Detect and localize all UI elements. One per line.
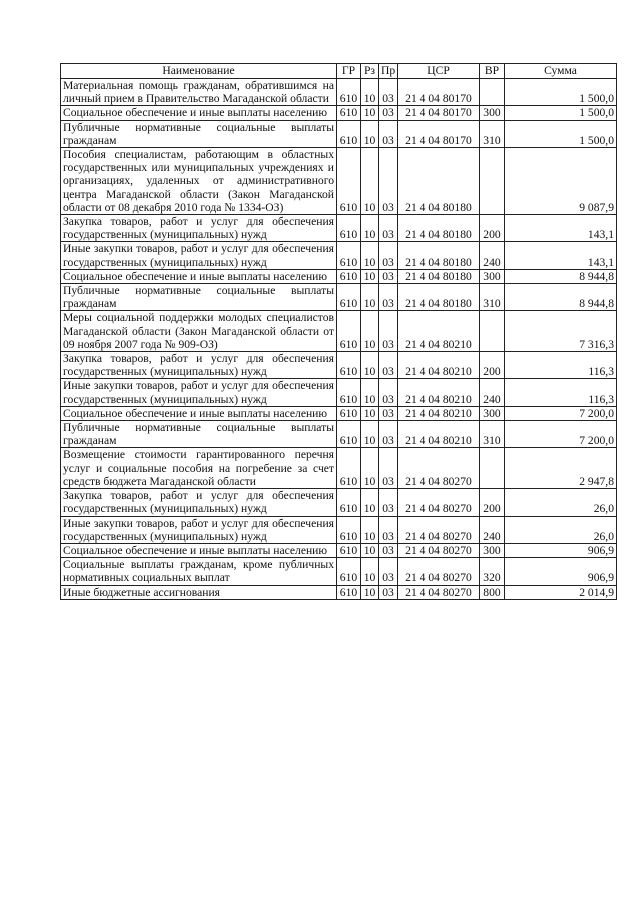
cell-rz: 10 [361, 379, 379, 406]
cell-rz: 10 [361, 311, 379, 352]
cell-vr: 300 [480, 543, 505, 557]
cell-csr: 21 4 04 80270 [398, 516, 480, 543]
cell-sum: 1 500,0 [505, 79, 617, 106]
header-vr: ВР [480, 64, 505, 79]
cell-sum: 143,1 [505, 242, 617, 269]
cell-vr: 240 [480, 516, 505, 543]
cell-rz: 10 [361, 284, 379, 311]
cell-rz: 10 [361, 406, 379, 420]
document-page [60, 63, 618, 600]
cell-rz: 10 [361, 106, 379, 120]
cell-vr [480, 448, 505, 489]
cell-sum: 26,0 [505, 516, 617, 543]
cell-rz: 10 [361, 120, 379, 147]
cell-rz: 10 [361, 215, 379, 242]
cell-vr: 240 [480, 242, 505, 269]
cell-vr: 240 [480, 379, 505, 406]
cell-sum: 8 944,8 [505, 269, 617, 283]
cell-gr: 610 [337, 242, 361, 269]
cell-sum: 116,3 [505, 352, 617, 379]
table-row [61, 148, 617, 215]
cell-vr [480, 148, 505, 215]
cell-sum: 906,9 [505, 543, 617, 557]
cell-pr: 03 [379, 242, 398, 269]
cell-gr: 610 [337, 215, 361, 242]
cell-pr: 03 [379, 543, 398, 557]
cell-gr: 610 [337, 448, 361, 489]
table-header [61, 64, 617, 79]
cell-name: Социальное обеспечение и иные выплаты населению [61, 543, 337, 557]
table-row [61, 311, 617, 352]
table-row [61, 448, 617, 489]
cell-pr: 03 [379, 489, 398, 516]
cell-csr: 21 4 04 80210 [398, 421, 480, 448]
cell-pr: 03 [379, 406, 398, 420]
cell-name: Иные закупки товаров, работ и услуг для обеспечения государственных (муниципальных) нужд [61, 379, 337, 406]
cell-csr: 21 4 04 80270 [398, 585, 480, 599]
cell-csr: 21 4 04 80180 [398, 269, 480, 283]
table-row [61, 120, 617, 147]
cell-sum: 2 014,9 [505, 585, 617, 599]
cell-csr: 21 4 04 80180 [398, 148, 480, 215]
cell-vr [480, 311, 505, 352]
cell-rz: 10 [361, 148, 379, 215]
cell-pr: 03 [379, 448, 398, 489]
cell-vr: 200 [480, 489, 505, 516]
cell-csr: 21 4 04 80270 [398, 543, 480, 557]
table-body [61, 79, 617, 600]
cell-csr: 21 4 04 80170 [398, 106, 480, 120]
cell-vr: 200 [480, 352, 505, 379]
cell-vr: 300 [480, 106, 505, 120]
cell-gr: 610 [337, 421, 361, 448]
cell-gr: 610 [337, 106, 361, 120]
cell-name: Социальное обеспечение и иные выплаты населению [61, 106, 337, 120]
cell-name: Иные закупки товаров, работ и услуг для обеспечения государственных (муниципальных) нужд [61, 516, 337, 543]
table-row [61, 421, 617, 448]
cell-name: Публичные нормативные социальные выплаты гражданам [61, 120, 337, 147]
header-row [61, 64, 617, 79]
cell-gr: 610 [337, 284, 361, 311]
cell-csr: 21 4 04 80270 [398, 489, 480, 516]
cell-csr: 21 4 04 80170 [398, 120, 480, 147]
cell-gr: 610 [337, 120, 361, 147]
cell-gr: 610 [337, 516, 361, 543]
cell-rz: 10 [361, 421, 379, 448]
cell-vr: 300 [480, 406, 505, 420]
cell-gr: 610 [337, 148, 361, 215]
cell-csr: 21 4 04 80210 [398, 352, 480, 379]
cell-name: Пособия специалистам, работающим в областных государственных или муниципальных учреждениях и организациях, удаленных от административного центра Магаданской области (Закон Магаданской области от 08 декабря 2010 года № 1334-ОЗ) [61, 148, 337, 215]
cell-csr: 21 4 04 80210 [398, 379, 480, 406]
cell-sum: 7 200,0 [505, 421, 617, 448]
table-row [61, 284, 617, 311]
cell-sum: 1 500,0 [505, 120, 617, 147]
cell-pr: 03 [379, 311, 398, 352]
cell-name: Публичные нормативные социальные выплаты гражданам [61, 421, 337, 448]
table-row [61, 269, 617, 283]
cell-csr: 21 4 04 80180 [398, 215, 480, 242]
cell-gr: 610 [337, 489, 361, 516]
cell-gr: 610 [337, 585, 361, 599]
table-row [61, 585, 617, 599]
cell-name: Закупка товаров, работ и услуг для обеспечения государственных (муниципальных) нужд [61, 352, 337, 379]
header-gr: ГР [337, 64, 361, 79]
cell-sum: 9 087,9 [505, 148, 617, 215]
cell-csr: 21 4 04 80210 [398, 406, 480, 420]
cell-name: Закупка товаров, работ и услуг для обеспечения государственных (муниципальных) нужд [61, 215, 337, 242]
cell-csr: 21 4 04 80180 [398, 284, 480, 311]
cell-vr: 310 [480, 421, 505, 448]
cell-rz: 10 [361, 585, 379, 599]
cell-pr: 03 [379, 148, 398, 215]
cell-name: Социальное обеспечение и иные выплаты населению [61, 269, 337, 283]
cell-sum: 8 944,8 [505, 284, 617, 311]
table-row [61, 489, 617, 516]
cell-pr: 03 [379, 269, 398, 283]
cell-rz: 10 [361, 79, 379, 106]
cell-csr: 21 4 04 80270 [398, 558, 480, 585]
cell-rz: 10 [361, 448, 379, 489]
cell-rz: 10 [361, 269, 379, 283]
cell-csr: 21 4 04 80180 [398, 242, 480, 269]
cell-sum: 26,0 [505, 489, 617, 516]
cell-name: Закупка товаров, работ и услуг для обеспечения государственных (муниципальных) нужд [61, 489, 337, 516]
cell-gr: 610 [337, 543, 361, 557]
cell-pr: 03 [379, 352, 398, 379]
cell-vr: 800 [480, 585, 505, 599]
cell-vr: 200 [480, 215, 505, 242]
cell-name: Иные закупки товаров, работ и услуг для обеспечения государственных (муниципальных) нужд [61, 242, 337, 269]
table-row [61, 215, 617, 242]
cell-sum: 1 500,0 [505, 106, 617, 120]
cell-vr: 310 [480, 284, 505, 311]
cell-pr: 03 [379, 215, 398, 242]
cell-pr: 03 [379, 516, 398, 543]
cell-sum: 116,3 [505, 379, 617, 406]
cell-gr: 610 [337, 352, 361, 379]
cell-gr: 610 [337, 379, 361, 406]
cell-rz: 10 [361, 516, 379, 543]
cell-rz: 10 [361, 543, 379, 557]
cell-csr: 21 4 04 80210 [398, 311, 480, 352]
cell-rz: 10 [361, 489, 379, 516]
cell-pr: 03 [379, 558, 398, 585]
cell-csr: 21 4 04 80270 [398, 448, 480, 489]
cell-pr: 03 [379, 585, 398, 599]
cell-sum: 7 316,3 [505, 311, 617, 352]
cell-vr: 320 [480, 558, 505, 585]
cell-rz: 10 [361, 558, 379, 585]
cell-gr: 610 [337, 79, 361, 106]
header-pr: Пр [379, 64, 398, 79]
cell-pr: 03 [379, 79, 398, 106]
table-row [61, 352, 617, 379]
cell-pr: 03 [379, 106, 398, 120]
header-csr: ЦСР [398, 64, 480, 79]
cell-sum: 7 200,0 [505, 406, 617, 420]
cell-pr: 03 [379, 120, 398, 147]
budget-table [60, 63, 617, 600]
table-row [61, 106, 617, 120]
header-sum: Сумма [505, 64, 617, 79]
cell-rz: 10 [361, 352, 379, 379]
cell-vr [480, 79, 505, 106]
cell-sum: 2 947,8 [505, 448, 617, 489]
cell-pr: 03 [379, 284, 398, 311]
cell-gr: 610 [337, 406, 361, 420]
cell-pr: 03 [379, 421, 398, 448]
table-row [61, 79, 617, 106]
cell-name: Социальные выплаты гражданам, кроме публичных нормативных социальных выплат [61, 558, 337, 585]
table-row [61, 406, 617, 420]
cell-name: Возмещение стоимости гарантированного перечня услуг и социальные пособия на погребение за счет средств бюджета Магаданской области [61, 448, 337, 489]
cell-gr: 610 [337, 269, 361, 283]
cell-gr: 610 [337, 558, 361, 585]
cell-rz: 10 [361, 242, 379, 269]
cell-sum: 906,9 [505, 558, 617, 585]
header-name: Наименование [61, 64, 337, 79]
cell-gr: 610 [337, 311, 361, 352]
table-row [61, 242, 617, 269]
table-row [61, 558, 617, 585]
table-row [61, 543, 617, 557]
table-row [61, 379, 617, 406]
cell-vr: 310 [480, 120, 505, 147]
cell-name: Материальная помощь гражданам, обратившимся на личный прием в Правительство Магаданской области [61, 79, 337, 106]
cell-name: Меры социальной поддержки молодых специалистов Магаданской области (Закон Магаданской области от 09 ноября 2007 года № 909-ОЗ) [61, 311, 337, 352]
header-rz: Рз [361, 64, 379, 79]
cell-name: Социальное обеспечение и иные выплаты населению [61, 406, 337, 420]
cell-csr: 21 4 04 80170 [398, 79, 480, 106]
table-row [61, 516, 617, 543]
cell-name: Публичные нормативные социальные выплаты гражданам [61, 284, 337, 311]
cell-sum: 143,1 [505, 215, 617, 242]
cell-vr: 300 [480, 269, 505, 283]
cell-pr: 03 [379, 379, 398, 406]
cell-name: Иные бюджетные ассигнования [61, 585, 337, 599]
